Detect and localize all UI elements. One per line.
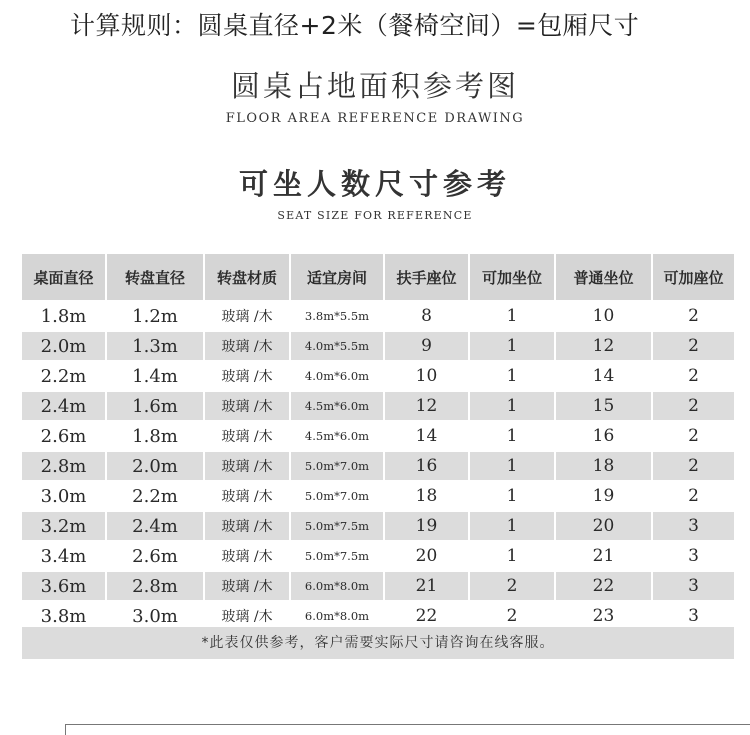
cell-table-diameter: 2.6m (22, 422, 107, 450)
cell-extra-seats-regular: 3 (653, 572, 734, 600)
cell-armchair-seats: 9 (385, 332, 470, 360)
cell-extra-seats-regular: 3 (653, 542, 734, 570)
cell-turntable-material: 玻璃 /木 (205, 512, 291, 540)
cell-extra-seats-regular: 2 (653, 362, 734, 390)
cell-turntable-diameter: 2.2m (107, 482, 205, 510)
cell-extra-seats-armchair: 1 (470, 392, 556, 420)
cell-armchair-seats: 10 (385, 362, 470, 390)
cell-suitable-room: 4.5m*6.0m (291, 392, 385, 420)
cell-armchair-seats: 8 (385, 302, 470, 330)
floor-area-subtitle: FLOOR AREA REFERENCE DRAWING (225, 111, 525, 126)
cell-regular-seats: 16 (556, 422, 653, 450)
cell-turntable-material: 玻璃 /木 (205, 572, 291, 600)
cell-regular-seats: 10 (556, 302, 653, 330)
header-regular-seats: 普通坐位 (556, 254, 653, 300)
floor-area-title: 圆桌占地面积参考图 (230, 69, 519, 103)
cell-regular-seats: 12 (556, 332, 653, 360)
cell-turntable-diameter: 1.8m (107, 422, 205, 450)
table-row (22, 482, 734, 510)
cell-turntable-material: 玻璃 /木 (205, 362, 291, 390)
cell-armchair-seats: 22 (385, 602, 470, 630)
cell-suitable-room: 5.0m*7.5m (291, 542, 385, 570)
header-turntable-diameter: 转盘直径 (107, 254, 205, 300)
cell-armchair-seats: 19 (385, 512, 470, 540)
cell-turntable-diameter: 2.6m (107, 542, 205, 570)
cell-extra-seats-armchair: 1 (470, 482, 556, 510)
cell-extra-seats-regular: 3 (653, 602, 734, 630)
header-armchair-seats: 扶手座位 (385, 254, 470, 300)
cell-turntable-material: 玻璃 /木 (205, 482, 291, 510)
cell-armchair-seats: 12 (385, 392, 470, 420)
cell-extra-seats-armchair: 2 (470, 572, 556, 600)
table-row (22, 512, 734, 540)
cell-suitable-room: 4.0m*5.5m (291, 332, 385, 360)
cell-regular-seats: 20 (556, 512, 653, 540)
cell-extra-seats-armchair: 1 (470, 512, 556, 540)
cell-extra-seats-regular: 3 (653, 512, 734, 540)
cell-table-diameter: 2.2m (22, 362, 107, 390)
cell-suitable-room: 5.0m*7.0m (291, 452, 385, 480)
cell-table-diameter: 1.8m (22, 302, 107, 330)
cell-extra-seats-regular: 2 (653, 302, 734, 330)
cell-turntable-material: 玻璃 /木 (205, 452, 291, 480)
cell-turntable-diameter: 2.8m (107, 572, 205, 600)
cell-extra-seats-regular: 2 (653, 452, 734, 480)
cell-regular-seats: 23 (556, 602, 653, 630)
cell-suitable-room: 5.0m*7.5m (291, 512, 385, 540)
cell-armchair-seats: 14 (385, 422, 470, 450)
seat-size-table (22, 252, 734, 632)
cell-extra-seats-armchair: 1 (470, 542, 556, 570)
cell-turntable-diameter: 2.4m (107, 512, 205, 540)
cell-turntable-material: 玻璃 /木 (205, 542, 291, 570)
cell-regular-seats: 14 (556, 362, 653, 390)
cell-turntable-diameter: 1.2m (107, 302, 205, 330)
cell-table-diameter: 2.8m (22, 452, 107, 480)
table-row (22, 362, 734, 390)
cell-armchair-seats: 20 (385, 542, 470, 570)
cell-extra-seats-regular: 2 (653, 422, 734, 450)
cell-turntable-diameter: 3.0m (107, 602, 205, 630)
table-row (22, 542, 734, 570)
cell-regular-seats: 18 (556, 452, 653, 480)
cell-armchair-seats: 18 (385, 482, 470, 510)
calculation-rule: 计算规则：圆桌直径+2米（餐椅空间）=包厢尺寸 (70, 11, 640, 40)
cell-extra-seats-armchair: 1 (470, 332, 556, 360)
cell-regular-seats: 22 (556, 572, 653, 600)
cell-suitable-room: 4.0m*6.0m (291, 362, 385, 390)
cell-extra-seats-regular: 2 (653, 392, 734, 420)
cell-suitable-room: 6.0m*8.0m (291, 602, 385, 630)
cell-table-diameter: 2.4m (22, 392, 107, 420)
cell-turntable-material: 玻璃 /木 (205, 602, 291, 630)
cell-table-diameter: 2.0m (22, 332, 107, 360)
cell-turntable-diameter: 1.3m (107, 332, 205, 360)
cell-suitable-room: 6.0m*8.0m (291, 572, 385, 600)
cell-extra-seats-armchair: 1 (470, 422, 556, 450)
cell-armchair-seats: 21 (385, 572, 470, 600)
table-row (22, 332, 734, 360)
table-row (22, 602, 734, 630)
cell-regular-seats: 21 (556, 542, 653, 570)
cell-suitable-room: 5.0m*7.0m (291, 482, 385, 510)
bottom-divider (65, 724, 750, 735)
table-row (22, 392, 734, 420)
table-row (22, 572, 734, 600)
cell-table-diameter: 3.4m (22, 542, 107, 570)
cell-table-diameter: 3.0m (22, 482, 107, 510)
cell-turntable-material: 玻璃 /木 (205, 302, 291, 330)
cell-suitable-room: 4.5m*6.0m (291, 422, 385, 450)
seat-size-title: 可坐人数尺寸参考 (238, 167, 511, 201)
table-row (22, 302, 734, 330)
cell-regular-seats: 19 (556, 482, 653, 510)
header-extra-seats-regular: 可加座位 (653, 254, 734, 300)
cell-turntable-diameter: 2.0m (107, 452, 205, 480)
cell-turntable-material: 玻璃 /木 (205, 422, 291, 450)
header-suitable-room: 适宜房间 (291, 254, 385, 300)
cell-extra-seats-regular: 2 (653, 482, 734, 510)
disclaimer-note: *此表仅供参考，客户需要实际尺寸请咨询在线客服。 (22, 627, 734, 659)
cell-regular-seats: 15 (556, 392, 653, 420)
header-turntable-material: 转盘材质 (205, 254, 291, 300)
cell-turntable-material: 玻璃 /木 (205, 392, 291, 420)
cell-turntable-diameter: 1.6m (107, 392, 205, 420)
cell-table-diameter: 3.6m (22, 572, 107, 600)
seat-size-subtitle: SEAT SIZE FOR REFERENCE (277, 209, 473, 222)
header-extra-seats-armchair: 可加坐位 (470, 254, 556, 300)
table-row (22, 452, 734, 480)
cell-extra-seats-armchair: 1 (470, 362, 556, 390)
table-row (22, 422, 734, 450)
table-header-row (22, 254, 734, 300)
cell-turntable-diameter: 1.4m (107, 362, 205, 390)
header-table-diameter: 桌面直径 (22, 254, 107, 300)
cell-turntable-material: 玻璃 /木 (205, 332, 291, 360)
cell-extra-seats-regular: 2 (653, 332, 734, 360)
table-body (22, 302, 734, 630)
cell-extra-seats-armchair: 2 (470, 602, 556, 630)
cell-table-diameter: 3.2m (22, 512, 107, 540)
cell-suitable-room: 3.8m*5.5m (291, 302, 385, 330)
cell-table-diameter: 3.8m (22, 602, 107, 630)
cell-extra-seats-armchair: 1 (470, 452, 556, 480)
cell-extra-seats-armchair: 1 (470, 302, 556, 330)
cell-armchair-seats: 16 (385, 452, 470, 480)
